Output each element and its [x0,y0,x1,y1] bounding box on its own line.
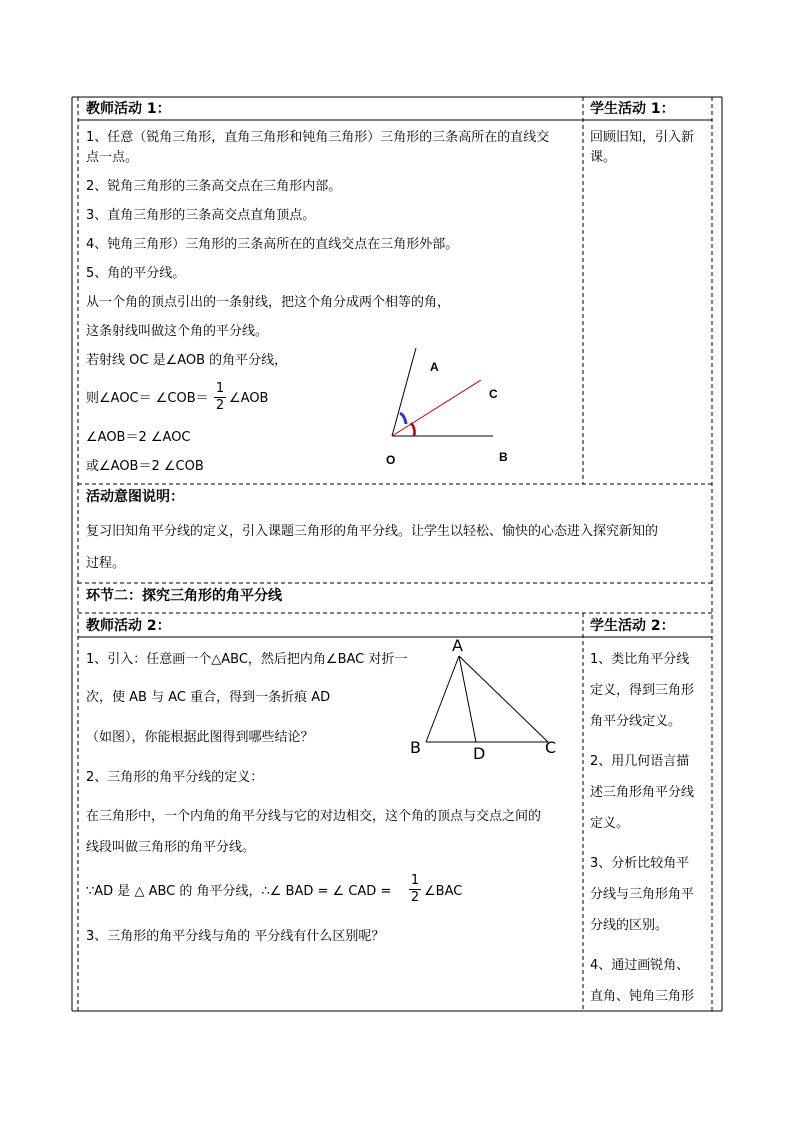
intent-line: 过程。 [86,556,126,571]
fraction-half [214,382,226,413]
teacher-line: 点一点。 [86,150,139,165]
triangle-diagram [415,640,565,755]
intent-header: 活动意图说明： [86,489,184,505]
teacher-line: 线段叫做三角形的角平分线。 [86,840,256,855]
bisector-formula: ∵AD 是 △ ABC 的 角平分线，∴∠ BAD = ∠ CAD = [86,884,392,899]
student-line: 直角、钝角三角形 [590,989,695,1004]
fraction-half [409,874,421,905]
student-line: 课。 [590,150,617,165]
label-B: B [410,738,421,757]
bisector-formula-suffix: ∠BAC [424,884,463,899]
label-C: C [489,387,498,401]
stage-2-header: 环节二：探究三角形的角平分线 [86,588,282,604]
formula-aob-2cob: 或∠AOB＝2 ∠COB [86,459,204,474]
student-line: 回顾旧知，引入新 [590,130,695,145]
student-line: 3、分析比较角平 [590,856,690,871]
teacher-line: （如图），你能根据此图得到哪些结论？ [86,730,314,745]
teacher-line: 1、任意（锐角三角形，直角三角形和钝角三角形）三角形的三条高所在的直线交 [86,130,550,145]
student-line: 分线与三角形角平 [590,887,695,902]
formula-aoc: 则∠AOC＝ ∠COB＝ [86,391,209,406]
label-B: B [499,450,508,464]
teacher-line: 从一个角的顶点引出的一条射线，把这个角分成两个相等的角， [86,295,451,310]
student-activity-1-header: 学生活动 1： [590,101,675,117]
teacher-line: 4、钝角三角形）三角形的三条高所在的直线交点在三角形外部。 [86,237,459,252]
formula-aob-2aoc: ∠AOB＝2 ∠AOC [86,430,191,445]
label-O: O [386,453,396,467]
teacher-question: 3、三角形的角平分线与角的 平分线有什么区别呢？ [86,929,385,944]
label-A: A [430,360,439,374]
student-activity-2-header: 学生活动 2： [590,618,675,634]
teacher-line: 5、角的平分线。 [86,266,186,281]
label-A: A [452,636,463,655]
label-D: D [473,744,486,763]
teacher-line: 2、三角形的角平分线的定义： [86,770,264,785]
label-C: C [545,738,557,757]
teacher-line: 2、锐角三角形的三条高交点在三角形内部。 [86,179,342,194]
fraction-denominator: 2 [215,398,225,413]
teacher-line: 在三角形中，一个内角的角平分线与它的对边相交，这个角的顶点与交点之间的 [86,809,542,824]
student-line: 1、类比角平分线 [590,652,690,667]
formula-aob: ∠AOB [229,391,269,406]
intent-line: 复习旧知角平分线的定义，引入课题三角形的角平分线。让学生以轻松、愉快的心态进入探究新知的 [86,524,659,539]
student-line: 定义。 [590,816,630,831]
angle-bisector-diagram [380,340,520,450]
student-line: 4、通过画锐角、 [590,958,690,973]
fraction-numerator: 1 [215,381,225,396]
teacher-line: 次，使 AB 与 AC 重合，得到一条折痕 AD [86,690,331,705]
teacher-line: 这条射线叫做这个角的平分线。 [86,324,269,339]
student-line: 述三角形角平分线 [590,785,695,800]
student-line: 分线的区别。 [590,918,669,933]
teacher-line: 3、直角三角形的三条高交点直角顶点。 [86,208,316,223]
fraction-numerator: 1 [410,873,420,888]
teacher-line: 1、引入：任意画一个△ABC，然后把内角∠BAC 对折一 [86,652,408,667]
teacher-line: 若射线 OC 是∠AOB 的角平分线， [86,353,288,368]
student-line: 2、用几何语言描 [590,754,690,769]
teacher-activity-2-header: 教师活动 2： [86,618,171,634]
student-line: 角平分线定义。 [590,714,682,729]
student-line: 定义，得到三角形 [590,683,695,698]
teacher-activity-1-header: 教师活动 1： [86,101,171,117]
fraction-denominator: 2 [410,890,420,905]
